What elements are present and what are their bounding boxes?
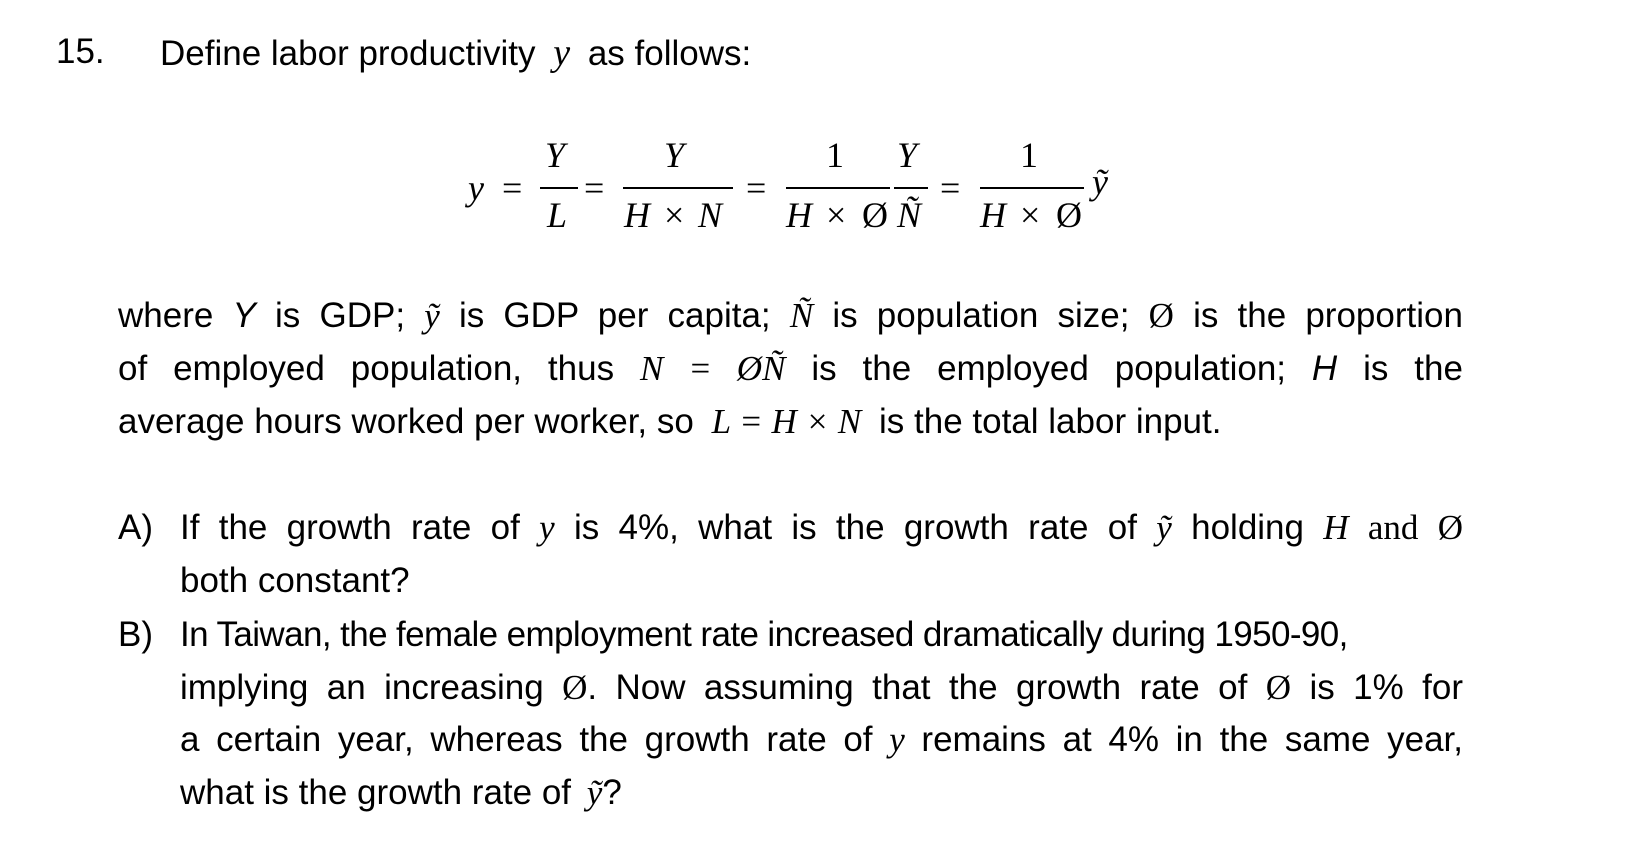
f2-den-h: H bbox=[624, 195, 650, 235]
part-a-var-phi: Ø bbox=[1437, 508, 1463, 547]
part-a-t4: and bbox=[1367, 508, 1419, 547]
part-b-line-2 bbox=[180, 670, 1463, 705]
eq-lhs-y: y bbox=[468, 168, 484, 208]
part-a-var-H: H bbox=[1323, 508, 1349, 547]
part-b-var-phi-2: Ø bbox=[1265, 668, 1292, 707]
part-b-var-y: y bbox=[889, 720, 905, 759]
def-l1-c: is GDP per capita; bbox=[458, 296, 771, 335]
part-b-l2-c: is 1% for bbox=[1309, 668, 1464, 707]
part-b-l2-a: implying an increasing bbox=[180, 668, 544, 707]
f4-numerator: 1 bbox=[1020, 135, 1038, 175]
definitions-line-2 bbox=[118, 351, 1463, 386]
intro-tail: as follows: bbox=[587, 34, 752, 73]
part-a-t2: is 4%, what is the growth rate of bbox=[573, 508, 1137, 547]
part-a-label: A) bbox=[118, 508, 153, 547]
eq-equals-3: = bbox=[746, 168, 767, 208]
def-l2-a: of employed population, thus bbox=[118, 349, 615, 388]
f3-den-times: × bbox=[826, 195, 847, 235]
definitions-line-1 bbox=[118, 298, 1463, 333]
f1-bar bbox=[540, 187, 578, 189]
def-var-H: H bbox=[1311, 349, 1338, 388]
def-l3-equation: L = H × N bbox=[711, 402, 862, 441]
intro-text: Define labor productivity bbox=[160, 34, 536, 73]
f3-den-phi: Ø bbox=[862, 195, 888, 235]
eq-tail-ytilde: ỹ bbox=[1092, 162, 1108, 202]
part-a-var-y: y bbox=[539, 508, 555, 547]
f3b-numerator: Y bbox=[897, 135, 918, 175]
eq-equals-1: = bbox=[502, 168, 523, 208]
f4-den-phi: Ø bbox=[1056, 195, 1082, 235]
f3-den-h: H bbox=[786, 195, 812, 235]
def-var-ntilde: Ñ bbox=[789, 296, 814, 335]
f1-denominator: L bbox=[547, 195, 568, 235]
def-l2-c: is the bbox=[1363, 349, 1463, 388]
def-l1-e: is the proportion bbox=[1193, 296, 1463, 335]
f1-numerator: Y bbox=[545, 135, 566, 175]
def-l1-a: where bbox=[118, 296, 214, 335]
part-a-t1: If the growth rate of bbox=[180, 508, 520, 547]
part-b-line-1: In Taiwan, the female employment rate increased dramatically during 1950-90, bbox=[180, 615, 1348, 654]
part-a-line-2: both constant? bbox=[180, 561, 410, 600]
def-var-phi: Ø bbox=[1148, 296, 1174, 335]
part-b-var-phi-1: Ø bbox=[562, 668, 588, 707]
part-b-l3-a: a certain year, whereas the growth rate of bbox=[180, 720, 873, 759]
part-b-l2-b: . Now assuming that the growth rate of bbox=[587, 668, 1248, 707]
part-b-question-mark: ? bbox=[602, 773, 622, 812]
def-l2-equation: N = ØÑ bbox=[639, 349, 786, 388]
part-a-t3: holding bbox=[1191, 508, 1304, 547]
part-a-line-1 bbox=[180, 510, 1463, 545]
def-var-Y: Y bbox=[232, 296, 256, 335]
part-a-var-ytilde: ỹ bbox=[1156, 508, 1172, 547]
def-l3-a: average hours worked per worker, so bbox=[118, 402, 694, 441]
f2-den-n: N bbox=[698, 195, 723, 235]
f2-numerator: Y bbox=[664, 135, 685, 175]
eq-equals-4: = bbox=[940, 168, 961, 208]
part-b-label: B) bbox=[118, 615, 153, 654]
definitions-line-3 bbox=[118, 404, 1221, 439]
def-l3-b: is the total labor input. bbox=[879, 402, 1222, 441]
f4-bar bbox=[980, 187, 1084, 189]
f4-den-h: H bbox=[980, 195, 1006, 235]
question-number: 15. bbox=[56, 32, 105, 71]
intro-var-y: y bbox=[553, 32, 571, 74]
part-b-line-3 bbox=[180, 722, 1463, 757]
f3b-denominator: Ñ bbox=[897, 195, 922, 235]
f4-den-times: × bbox=[1020, 195, 1041, 235]
part-b-var-ytilde: ỹ bbox=[586, 773, 603, 812]
part-b-line-4 bbox=[180, 775, 622, 810]
f3-numerator: 1 bbox=[826, 135, 844, 175]
def-l1-b: is GDP; bbox=[275, 296, 406, 335]
def-l1-d: is population size; bbox=[832, 296, 1130, 335]
part-b-l3-b: remains at 4% in the same year, bbox=[921, 720, 1464, 759]
part-b-l4-a: what is the growth rate of bbox=[180, 773, 572, 812]
f2-bar bbox=[623, 187, 733, 189]
def-var-ytilde: ỹ bbox=[424, 296, 440, 335]
f2-den-times: × bbox=[664, 195, 685, 235]
productivity-equation bbox=[0, 0, 1638, 260]
f3-bar bbox=[786, 187, 890, 189]
eq-equals-2: = bbox=[584, 168, 605, 208]
f3b-bar bbox=[894, 187, 928, 189]
def-l2-b: is the employed population; bbox=[811, 349, 1287, 388]
